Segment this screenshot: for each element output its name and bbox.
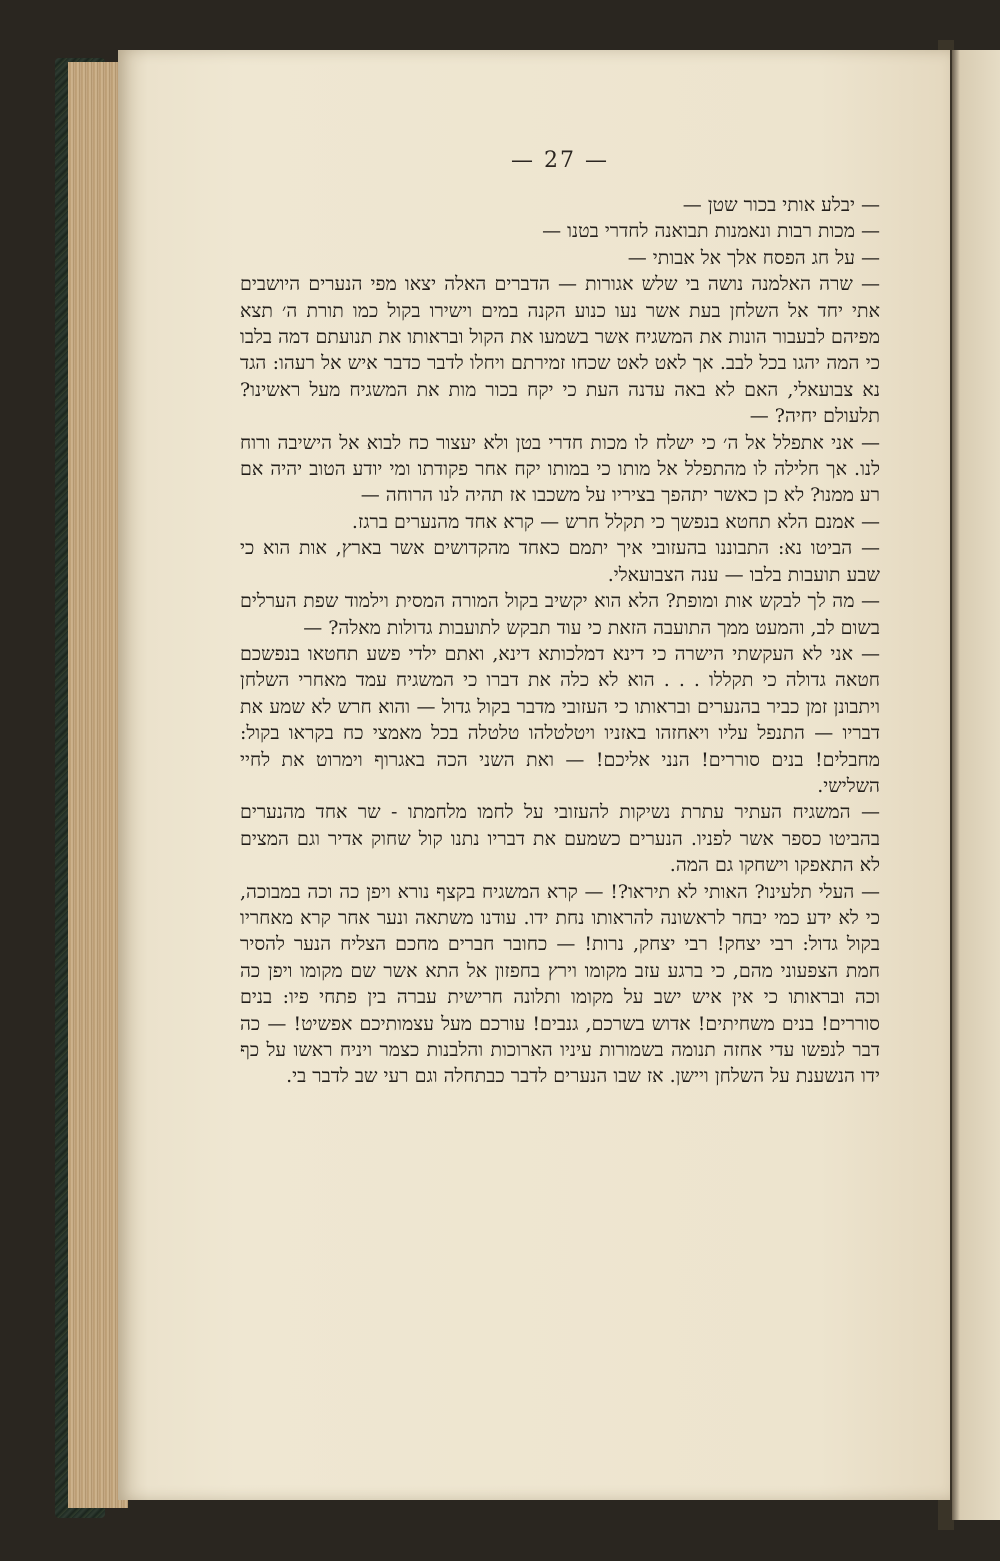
paragraph: — אמנם הלא תחטא בנפשך כי תקלל חרש — קרא אחד מהנערים ברגז. [351,510,880,533]
paragraph: — אני לא העקשתי הישרה כי דינא דמלכותא דינא, ואתם ילדי פשע תחטאו בנפשכם חטאה גדולה כי תקללו . . . הוא לא כלה את דברו כי המשגיח עמד מאחרי השלחן ויתבונן זמן כביר בהנערים ובראותו כי העזובי מדבר בקול גדול — והוא חרש לא שמע את דבריו — התנפל עליו ויאחזהו באזניו ויטלטלהו טלטלה בכל מאמצי כח בקראו בקול: מחבלים! בנים סוררים! הנני אליכם! — ואת השני הכה באגרוף וימרוט את לחיי השלישי. [240,642,880,797]
paragraph: — הביטו נא: התבוננו בהעזובי איך יתמם כאחד מהקדושים אשר בארץ, אות הוא כי שבע תועבות בלבו — ענה הצבועאלי. [240,537,880,586]
paragraph: — על חג הפסח אלך אל אבותי — [627,246,880,269]
body-text [240,192,880,1090]
paragraph: — יבלע אותי בכור שטן — [682,194,880,216]
paragraph: — המשגיח העתיר עתרת נשיקות להעזובי על לחמו מלחמתו - שר אחד מהנערים בהביטו כספר אשר לפניו. הנערים כשמעם את דבריו נתנו קול שחוק אדיר וגם המצים לא התאפקו וישחקו גם המה. [240,801,880,877]
paragraph: — אני אתפלל אל ה׳ כי ישלח לו מכות חדרי בטן ולא יעצור כח לבוא אל הישיבה ורוח לנו. אך חלילה לו מהתפלל אל מותו כי במותו יקח אחר פקודתו ומי יודע הטוב יהיה אם רע ממנו? לא כן כאשר יתהפך בציריו על משכבו אז תהיה לנו הרוחה — [240,431,880,507]
page-number: — 27 — [511,148,609,173]
paragraph: — מכות רבות ונאמנות תבואנה לחדרי בטנו — [542,220,880,243]
facing-page-edge [952,50,1000,1520]
paragraph: — שרה האלמנה נושה בי שלש אגורות — הדברים האלה יצאו מפי הנערים היושבים אתי יחד אל השלחן בעת אשר נעו כנוע הקנה במים וישירו בקול כמו תורת ה׳ תצא מפיהם לבעבור הונות את המשגיח אשר בשמעו את הקול ובראותו את תנועתם דמה בלבו כי המה יהגו בכל לבב. אך לאט לאט שכחו זמירתם ויחלו לדבר כדבר איש אל רעהו: הגד נא צבועאלי, האם לא באה עדנה העת כי יקח בכור מות את המשגיח מעל ראשינו? תלעולם יחיה? — [240,273,880,428]
paragraph: — מה לך לבקש אות ומופת? הלא הוא יקשיב בקול המורה המסית וילמוד שפת הערלים בשום לב, והמעט ממך התועבה הזאת כי עוד תבקש לתועבות גדולות מאלה? — [240,590,880,639]
paragraph: — העלי תלעינו? האותי לא תיראו?! — קרא המשגיח בקצף נורא ויפן כה וכה במבוכה, כי לא ידע כמי יבחר לראשונה להראותו נחת ידו. עודנו משתאה ונער אחר קרא מאחריו בקול גדול: רבי יצחק! רבי יצחק, נרות! — כחובר חברים מחכם הצליח הנער להסיר חמת הצפעוני מהם, כי ברגע עזב מקומו וירץ בחפזון אל התא אשר שם מקומו ויפן כה וכה ובראותו כי אין איש ישב על מקומו ותלונה חרישית עברה בין פתחי פיו: בנים סוררים! בנים משחיתים! אדוש בשרכם, גנבים! עורכם מעל עצמותיכם אפשיט! — כה דבר לנפשו עדי אחזה תנומה בשמורות עיניו הארוכות והלבנות כצמר ויניח ראשו על כף ידו הנשענת על השלחן ויישן. אז שבו הנערים לדבר כבתחלה וגם רעי שב לדבר בי. [240,880,880,1088]
